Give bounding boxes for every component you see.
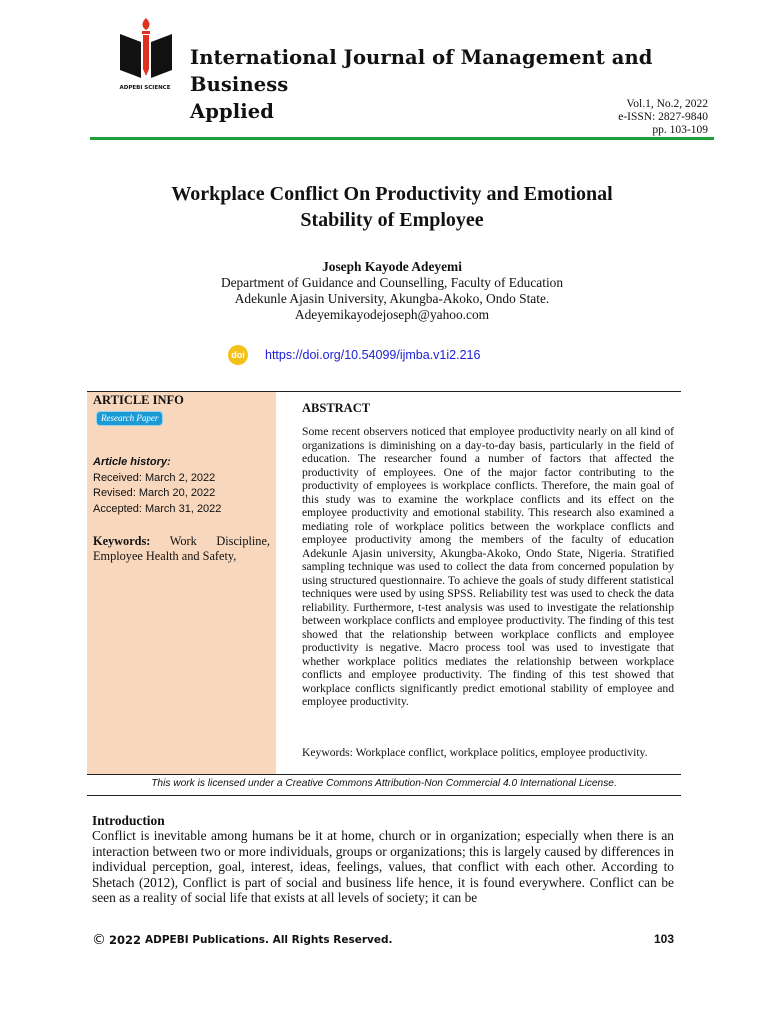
volume: Vol.1, No.2, 2022 — [626, 98, 708, 110]
box-top-rule — [87, 391, 681, 392]
copyright-icon: © — [92, 932, 106, 948]
article-keywords — [93, 534, 270, 563]
doi-link[interactable]: https://doi.org/10.54099/ijmba.v1i2.216 — [265, 348, 481, 362]
author-block — [100, 259, 684, 323]
accepted-date: Accepted: March 31, 2022 — [93, 502, 222, 515]
svg-text:ADPEBI SCIENCE: ADPEBI SCIENCE — [119, 85, 171, 91]
adpebi-logo — [112, 16, 178, 96]
received-date: Received: March 2, 2022 — [93, 471, 216, 484]
abstract-keywords: Keywords: Workplace conflict, workplace politics, employee productivity. — [302, 746, 648, 759]
header-rule — [90, 137, 714, 140]
history-title: Article history: — [93, 456, 171, 468]
introduction-text: Conflict is inevitable among humans be it at home, church or in organization; especially when there is an interaction between two or more individuals, groups or organizations; this is largely caused by differences in individual perception, goal, interest, ideas, feelings, values, that conflict with each other. According to Shetach (2012), Conflict is part of social and business life hence, it is found everywhere. Conflict can be seen as a reality of social life that exists at all levels of society; it can be — [92, 828, 674, 905]
keywords-text: Work Discipline, Employee Health and Safety, — [93, 534, 270, 563]
volume-info — [618, 98, 708, 137]
box-bottom-rule — [87, 795, 681, 796]
doi-icon: doi — [228, 345, 248, 365]
eissn: e-ISSN: 2827-9840 — [618, 111, 708, 123]
journal-title-line1: International Journal of Management and Business — [190, 46, 653, 96]
box-license-rule — [87, 774, 681, 775]
research-paper-badge: Research Paper — [97, 412, 162, 425]
article-info-panel — [87, 392, 276, 775]
affiliation-department: Department of Guidance and Counselling, Faculty of Education — [220, 275, 564, 290]
introduction-heading: Introduction — [92, 813, 165, 828]
keywords-label: Keywords: — [93, 534, 151, 548]
footer-publisher: ADPEBI Publications. All Rights Reserved. — [145, 934, 393, 946]
affiliation-university: Adekunle Ajasin University, Akungba-Akoko, Ondo State. — [234, 291, 550, 306]
revised-date: Revised: March 20, 2022 — [93, 487, 216, 499]
abstract-heading: ABSTRACT — [302, 401, 371, 415]
article-history — [93, 455, 221, 517]
page-number: 103 — [653, 932, 674, 946]
paper-title — [100, 181, 684, 233]
article-info-heading: ARTICLE INFO — [93, 393, 184, 407]
pages: pp. 103-109 — [652, 124, 708, 136]
author-name: Joseph Kayode Adeyemi — [322, 259, 462, 274]
license-notice[interactable]: This work is licensed under a Creative Commons Attribution-Non Commercial 4.0 International License. — [151, 778, 617, 789]
footer-copyright — [92, 932, 393, 948]
paper-title-line1: Workplace Conflict On Productivity and Emotional — [171, 183, 613, 205]
footer-year: 2022 — [109, 933, 142, 947]
author-email[interactable]: Adeyemikayodejoseph@yahoo.com — [294, 307, 490, 322]
doi-row — [228, 344, 480, 366]
abstract-text: Some recent observers noticed that employee productivity nearly on all kind of organizations is diminishing on a day-to-day basis, particularly in the field of education. The researcher found a number of factors that affected the productivity of employees. One of the major factor contributing to the productivity of employees is workplace conflicts. Therefore, the main goal of this study was to examine the workplace conflicts and its effect on the employee productivity and emotional stability. This research also examined a mediating role of workplace politics between the workplace conflicts and employee productivity among the members of the faculty of education Adekunle Ajasin university, Akungba-Akoko, Ondo State, Nigeria. Stratified sampling technique was used to collect the data from concerned population by using structured questionnaire. To achieve the goals of study different statistical techniques were used by using SPSS. Reliability test was used to check the data reliability. Furthermore, t-test analysis was used to investigate the relationship between workplace conflicts and employee productivity. The finding of this test showed that the relationship between workplace conflicts and employee productivity is negative. Macro process tool was used to investigate that whether workplace politics mediates the relationship between workplace conflicts and employee productivity. The finding of this test showed that workplace conflicts significantly predict emotional stability of employee and employee productivity. — [302, 425, 674, 708]
journal-title-line2: Applied — [190, 100, 274, 123]
paper-title-line2: Stability of Employee — [300, 209, 484, 231]
